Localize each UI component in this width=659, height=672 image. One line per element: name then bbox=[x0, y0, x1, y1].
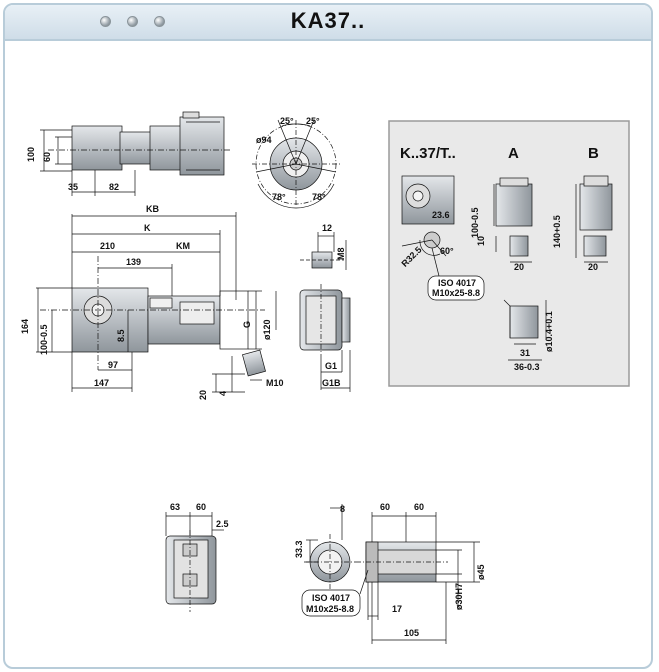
side-view bbox=[36, 212, 276, 392]
dim-label: G bbox=[242, 320, 252, 328]
flange-view bbox=[252, 120, 340, 208]
dim-label: G1B bbox=[322, 378, 341, 388]
dim-label: 78° bbox=[272, 192, 286, 202]
dim-label: KM bbox=[176, 241, 190, 251]
dim-label: R32.5 bbox=[399, 244, 424, 269]
dim-label: 63 bbox=[170, 502, 181, 512]
panel-label-a: A bbox=[508, 145, 519, 162]
dim-label: 8.5 bbox=[116, 329, 126, 342]
dim-label: 100-0.5 bbox=[470, 207, 480, 238]
dim-label: 31 bbox=[520, 348, 531, 358]
dim-label: 8 bbox=[340, 504, 346, 514]
dim-label: 100-0.5 bbox=[39, 324, 49, 355]
dim-label: 17 bbox=[392, 604, 403, 614]
dim-label: 78° bbox=[312, 192, 326, 202]
dim-label: 20 bbox=[198, 389, 208, 400]
dim-label: 100 bbox=[26, 146, 36, 162]
dim-label: ø10.4+0.1 bbox=[544, 311, 554, 352]
dim-label: ø94 bbox=[256, 135, 272, 145]
dim-label: 60 bbox=[414, 502, 425, 512]
dim-label: 12 bbox=[322, 223, 333, 233]
panel-label-b: B bbox=[588, 145, 599, 162]
dim-label: K bbox=[144, 223, 151, 233]
dim-label: 2.5 bbox=[216, 519, 229, 529]
dim-label: 25° bbox=[280, 116, 294, 126]
iso-label: ISO 4017 bbox=[312, 593, 351, 603]
dim-label: 20 bbox=[514, 262, 525, 272]
dim-label: 210 bbox=[100, 241, 116, 251]
dim-label: M8 bbox=[336, 247, 346, 260]
dim-label: 36-0.3 bbox=[514, 362, 540, 372]
page-title: KA37.. bbox=[290, 8, 366, 33]
dim-label: KB bbox=[146, 204, 159, 214]
iso-label: ISO 4017 bbox=[438, 278, 477, 288]
dim-label: 20 bbox=[588, 262, 599, 272]
dim-label: 139 bbox=[126, 257, 142, 267]
dim-label: 23.6 bbox=[432, 210, 450, 220]
dim-label: 97 bbox=[108, 360, 119, 370]
dim-label: ø45 bbox=[476, 564, 486, 580]
dim-label: ø120 bbox=[262, 319, 272, 340]
shaft-view bbox=[304, 504, 480, 644]
dim-label: 60 bbox=[196, 502, 207, 512]
dim-label: 60 bbox=[42, 151, 52, 162]
dim-label: 25° bbox=[306, 116, 320, 126]
panel-title: K..37/T.. bbox=[400, 145, 456, 162]
dim-label: 4 bbox=[218, 390, 228, 396]
dim-label: 33.3 bbox=[294, 540, 304, 558]
end-view bbox=[300, 284, 350, 392]
dim-label: M10 bbox=[266, 378, 284, 388]
dim-label: 164 bbox=[20, 318, 30, 334]
iso-label: M10x25-8.8 bbox=[432, 288, 481, 298]
connector-detail bbox=[212, 350, 266, 392]
dim-label: 147 bbox=[94, 378, 110, 388]
dim-label: ø30H7 bbox=[454, 582, 464, 610]
dim-label: 60° bbox=[440, 246, 454, 256]
dim-label: 82 bbox=[109, 182, 120, 192]
dim-label: 105 bbox=[404, 628, 420, 638]
dim-label: 140+0.5 bbox=[552, 215, 562, 248]
dim-label: 10 bbox=[476, 235, 486, 246]
dim-label: G1 bbox=[325, 361, 338, 371]
iso-label: M10x25-8.8 bbox=[306, 604, 355, 614]
dim-label: 60 bbox=[380, 502, 391, 512]
dim-label: 35 bbox=[68, 182, 79, 192]
